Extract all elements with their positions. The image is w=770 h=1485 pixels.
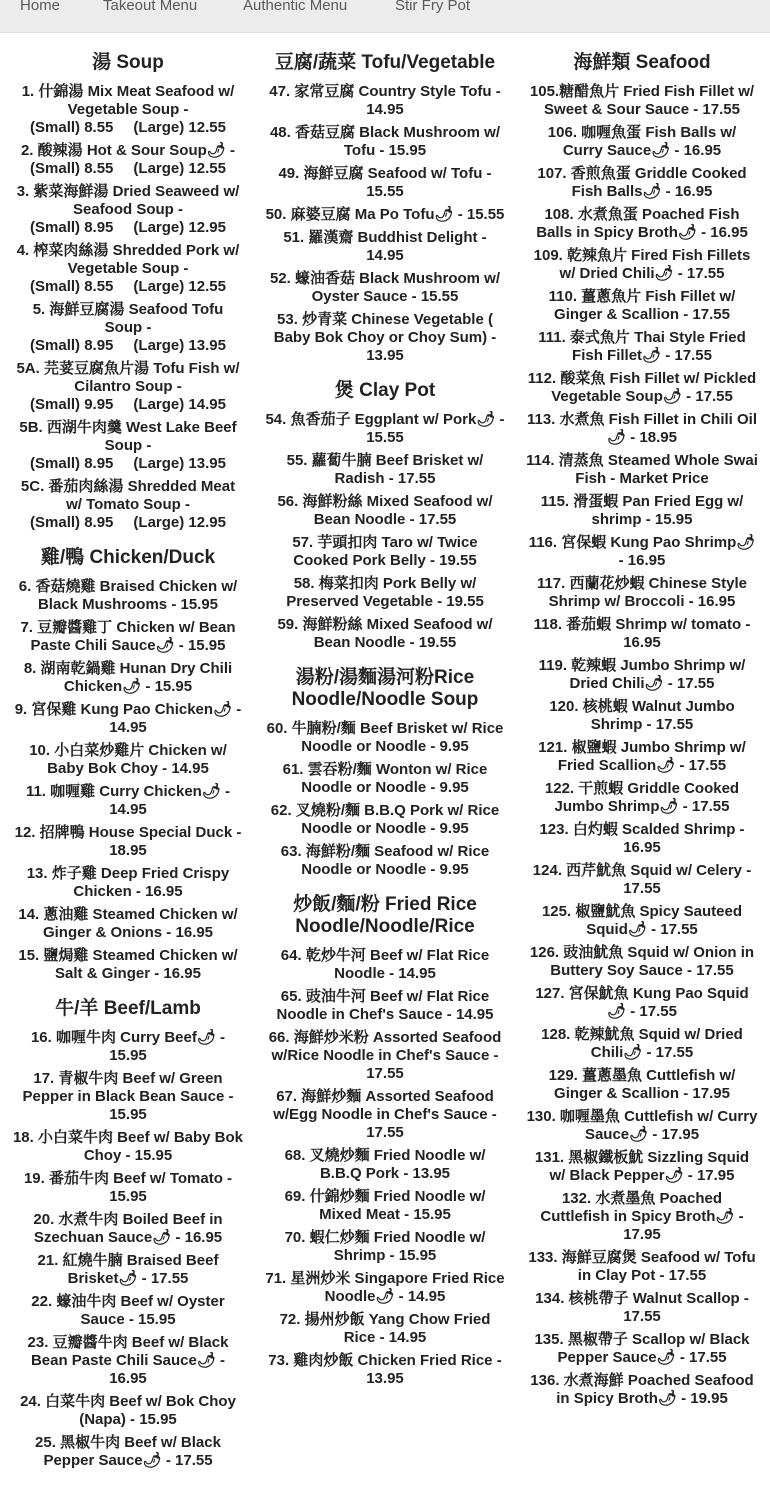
price-large: (Large) 13.95 [133,455,226,472]
menu-item-text: 118. 番茄蝦 Shrimp w/ tomato - 16.95 [533,616,751,651]
menu-item [265,1147,505,1183]
menu-item-text: 122. 干煎蝦 Griddle Cooked Jumbo Shrimp🌶 - 17.55 [544,780,740,815]
menu-item [12,1334,244,1388]
menu-item-text: 71. 星洲炒米 Singapore Fried Rice Noodle🌶 - 14.95 [265,1270,505,1305]
menu-item-text: 59. 海鮮粉絲 Mixed Seafood w/ Bean Noodle - 19.55 [277,616,493,651]
menu-item [265,206,505,224]
menu-item [12,578,244,614]
menu-item [526,657,758,693]
menu-item-text: 108. 水煮魚蛋 Poached Fish Balls in Spicy Broth🌶 - 16.95 [536,206,748,241]
menu-item [526,821,758,857]
menu-item [526,1190,758,1244]
menu-item-text: 135. 黑椒帶子 Scallop w/ Black Pepper Sauce🌶 - 17.55 [534,1331,750,1366]
menu-section [265,667,505,879]
menu-item-text: 133. 海鮮豆腐煲 Seafood w/ Tofu in Clay Pot - 17.55 [528,1249,756,1284]
menu-item-text: 25. 黑椒牛肉 Beef w/ Black Pepper Sauce🌶 - 17.55 [35,1434,221,1469]
menu-item-text: 129. 薑蔥墨魚 Cuttlefish w/ Ginger & Scallion - 17.95 [548,1067,736,1102]
menu-section [265,894,505,1388]
menu-item-text: 23. 豆瓣醬牛肉 Beef w/ Black Bean Paste Chili Sauce🌶 - 16.95 [27,1334,229,1387]
menu-item [265,1311,505,1347]
menu-item [526,124,758,160]
menu-column-left [12,52,244,1485]
menu-item-text: 56. 海鮮粉絲 Mixed Seafood w/ Bean Noodle - 17.55 [277,493,493,528]
menu-item-text: 64. 乾炒牛河 Beef w/ Flat Rice Noodle - 14.95 [280,947,490,982]
price-large: (Large) 12.55 [133,278,226,295]
menu-item-text: 117. 西蘭花炒蝦 Chinese Style Shrimp w/ Broccoli - 16.95 [536,575,748,610]
menu-item [526,1331,758,1367]
menu-item-text: 5A. 芫荽豆腐魚片湯 Tofu Fish w/ Cilantro Soup - [16,360,240,395]
price-large: (Large) 12.95 [133,219,226,236]
menu-item [265,270,505,306]
menu-section [265,380,505,652]
menu-item [12,478,244,532]
section-title: 牛/羊 Beef/Lamb [55,998,201,1019]
menu-item-text: 8. 湖南乾鍋雞 Hunan Dry Chili Chicken🌶 - 15.95 [23,660,233,695]
nav-link-authentic-menu[interactable]: Authentic Menu [243,0,348,14]
price-small: (Small) 8.55 [30,160,114,177]
menu-item [12,419,244,473]
menu-item [265,229,505,265]
menu-item [265,165,505,201]
menu-item [526,206,758,242]
menu-item-text: 114. 清蒸魚 Steamed Whole Swai Fish - Market Price [526,452,758,487]
menu-item-text: 22. 蠔油牛肉 Beef w/ Oyster Sauce - 15.95 [31,1293,225,1328]
price-small: (Small) 9.95 [30,396,114,413]
menu-item [265,761,505,797]
menu-item-text: 6. 香菇燒雞 Braised Chicken w/ Black Mushrooms - 15.95 [18,578,238,613]
menu-item [526,575,758,611]
menu-item [265,843,505,879]
menu-column-right [526,52,758,1423]
menu-item [265,1029,505,1083]
menu-item [265,1270,505,1306]
menu-item [526,616,758,652]
menu-column-middle [265,52,505,1403]
menu-item [526,862,758,898]
menu-section [12,547,244,983]
menu-item [526,370,758,406]
price-small: (Small) 8.55 [30,119,114,136]
menu-item-text: 52. 蠔油香菇 Black Mushroom w/ Oyster Sauce - 15.55 [269,270,501,305]
menu-item [12,783,244,819]
menu-item-text: 11. 咖喱雞 Curry Chicken🌶 - 14.95 [25,783,231,818]
price-large: (Large) 14.95 [133,396,226,413]
menu-item-text: 4. 榨菜肉絲湯 Shredded Pork w/ Vegetable Soup - [16,242,240,277]
nav-link-home[interactable]: Home [20,0,61,14]
menu-item-sizes [12,119,244,137]
menu-item-text: 111. 泰式魚片 Thai Style Fried Fish Fillet🌶 - 17.55 [538,329,746,364]
menu-item [265,1229,505,1265]
menu-item [526,944,758,980]
price-small: (Small) 8.55 [30,278,114,295]
menu-item-text: 5C. 番茄肉絲湯 Shredded Meat w/ Tomato Soup - [20,478,236,513]
menu-item [265,616,505,652]
menu-item [526,903,758,939]
menu-item [526,83,758,119]
section-title: 豆腐/蔬菜 Tofu/Vegetable [274,52,496,73]
menu-item-text: 19. 番茄牛肉 Beef w/ Tomato - 15.95 [23,1170,233,1205]
menu-item-text: 24. 白菜牛肉 Beef w/ Bok Choy (Napa) - 15.95 [20,1393,236,1428]
menu-item [265,988,505,1024]
menu-item-text: 123. 白灼蝦 Scalded Shrimp - 16.95 [539,821,745,856]
menu-item-text: 128. 乾辣魷魚 Squid w/ Dried Chili🌶 - 17.55 [541,1026,743,1061]
menu-item [265,575,505,611]
menu-item-text: 57. 芋頭扣肉 Taro w/ Twice Cooked Pork Belly - 19.55 [292,534,478,569]
menu-item [265,1088,505,1142]
menu-item-text: 60. 牛腩粉/麵 Beef Brisket w/ Rice Noodle or Noodle - 9.95 [266,720,504,755]
menu-item-text: 13. 炸子雞 Deep Fried Crispy Chicken - 16.95 [26,865,230,900]
menu-item-text: 20. 水煮牛肉 Boiled Beef in Szechuan Sauce🌶 - 16.95 [33,1211,223,1246]
menu-item-text: 5. 海鮮豆腐湯 Seafood Tofu Soup - [32,301,224,336]
menu-item [12,742,244,778]
menu-item-sizes [12,455,244,473]
menu-item-sizes [12,160,244,178]
section-title: 煲 Clay Pot [334,380,436,401]
menu-item-text: 58. 梅菜扣肉 Pork Belly w/ Preserved Vegetable - 19.55 [286,575,484,610]
menu-item [265,124,505,160]
price-small: (Small) 8.95 [30,514,114,531]
menu-item [12,360,244,414]
menu-item-text: 72. 揚州炒飯 Yang Chow Fried Rice - 14.95 [279,1311,491,1346]
menu-item-text: 136. 水煮海鮮 Poached Seafood in Spicy Broth🌶 - 19.95 [530,1372,754,1407]
menu-item-text: 121. 椒鹽蝦 Jumbo Shrimp w/ Fried Scallion🌶 - 17.55 [538,739,746,774]
menu-item-text: 113. 水煮魚 Fish Fillet in Chili Oil🌶 - 18.95 [526,411,758,446]
menu-item [265,83,505,119]
menu-section [265,52,505,365]
menu-item-text: 131. 黑椒鐵板魷 Sizzling Squid w/ Black Pepper🌶 - 17.95 [534,1149,750,1184]
menu-item [12,660,244,696]
menu-item [12,947,244,983]
menu-item-text: 54. 魚香茄子 Eggplant w/ Pork🌶 - 15.55 [265,411,505,446]
menu-item-text: 119. 乾辣蝦 Jumbo Shrimp w/ Dried Chili🌶 - 17.55 [538,657,746,692]
menu-item [526,288,758,324]
menu-item [12,183,244,237]
menu-item [526,698,758,734]
menu-item-text: 68. 叉燒炒麵 Fried Noodle w/ B.B.Q Pork - 13.95 [284,1147,486,1182]
menu-item-text: 62. 叉燒粉/麵 B.B.Q Pork w/ Rice Noodle or Noodle - 9.95 [270,802,500,837]
menu-item-text: 47. 家常豆腐 Country Style Tofu - 14.95 [269,83,501,118]
menu-item [526,985,758,1021]
menu-item [526,1067,758,1103]
menu-item [265,802,505,838]
menu-item [526,329,758,365]
menu-item-text: 49. 海鮮豆腐 Seafood w/ Tofu - 15.55 [278,165,492,200]
menu-item [12,1393,244,1429]
menu-item [526,1372,758,1408]
menu-item [265,720,505,756]
menu-item [526,1149,758,1185]
menu-item [12,301,244,355]
menu-item-text: 17. 青椒牛肉 Beef w/ Green Pepper in Black Bean Sauce - 15.95 [22,1070,234,1123]
menu-item-text: 106. 咖喱魚蛋 Fish Balls w/ Curry Sauce🌶 - 16.95 [547,124,737,159]
menu-item-text: 53. 炒青菜 Chinese Vegetable ( Baby Bok Choy or Choy Sum) - 13.95 [273,311,497,364]
menu-item-text: 5B. 西湖牛肉羹 West Lake Beef Soup - [19,419,237,454]
menu-item [526,493,758,529]
section-title: 湯粉/湯麵湯河粉Rice Noodle/Noodle Soup [291,667,479,710]
menu-item [265,452,505,488]
menu-item-text: 70. 蝦仁炒麵 Fried Noodle w/ Shrimp - 15.95 [284,1229,486,1264]
menu-item-text: 15. 鹽焗雞 Steamed Chicken w/ Salt & Ginger - 16.95 [18,947,238,982]
section-title: 湯 Soup [92,52,164,73]
menu-item-sizes [12,514,244,532]
menu-item [12,906,244,942]
menu-item [12,1293,244,1329]
menu-item-text: 2. 酸辣湯 Hot & Sour Soup🌶 - [20,142,236,159]
menu-item [265,493,505,529]
menu-item-text: 61. 雲吞粉/麵 Wonton w/ Rice Noodle or Noodle - 9.95 [282,761,488,796]
menu-item-text: 109. 乾辣魚片 Fired Fish Fillets w/ Dried Chili🌶 - 17.55 [533,247,751,282]
menu-item-text: 18. 小白菜牛肉 Beef w/ Baby Bok Choy - 15.95 [12,1129,244,1164]
menu-item-text: 1. 什錦湯 Mix Meat Seafood w/ Vegetable Soup - [21,83,235,118]
menu-item-text: 112. 酸菜魚 Fish Fillet w/ Pickled Vegetable Soup🌶 - 17.55 [527,370,757,405]
price-large: (Large) 13.95 [133,337,226,354]
menu-section [526,52,758,1408]
menu-item-text: 14. 蔥油雞 Steamed Chicken w/ Ginger & Onions - 16.95 [18,906,238,941]
top-navbar [0,0,770,33]
menu-item-text: 65. 豉油牛河 Beef w/ Flat Rice Noodle in Chef's Sauce - 14.95 [276,988,494,1023]
price-small: (Small) 8.95 [30,219,114,236]
menu-item [12,701,244,737]
menu-item [526,780,758,816]
menu-item [12,619,244,655]
menu-item [526,1249,758,1285]
menu-item-text: 134. 核桃帶子 Walnut Scallop - 17.55 [535,1290,749,1325]
menu-item-text: 3. 紫菜海鮮湯 Dried Seaweed w/ Seafood Soup - [16,183,240,218]
menu-item [265,311,505,365]
menu-item [526,165,758,201]
price-large: (Large) 12.55 [133,119,226,136]
menu-item [12,1070,244,1124]
menu-item-text: 73. 雞肉炒飯 Chicken Fried Rice - 13.95 [268,1352,502,1387]
menu-item-text: 51. 羅漢齋 Buddhist Delight - 14.95 [283,229,487,264]
menu-item [12,1211,244,1247]
price-small: (Small) 8.95 [30,337,114,354]
menu-item-text: 67. 海鮮炒麵 Assorted Seafood w/Egg Noodle in Chef's Sauce - 17.55 [273,1088,497,1141]
menu-item [12,824,244,860]
nav-link-stir-fry-pot[interactable]: Stir Fry Pot [395,0,471,14]
menu-item-text: 16. 咖喱牛肉 Curry Beef🌶 - 15.95 [30,1029,226,1064]
menu-item-text: 66. 海鮮炒米粉 Assorted Seafood w/Rice Noodle in Chef's Sauce - 17.55 [268,1029,502,1082]
menu-item [265,1188,505,1224]
menu-item-text: 130. 咖喱墨魚 Cuttlefish w/ Curry Sauce🌶 - 17.95 [526,1108,758,1143]
menu-item [12,1029,244,1065]
price-small: (Small) 8.95 [30,455,114,472]
menu-item-sizes [12,219,244,237]
menu-item [526,1108,758,1144]
menu-item [265,947,505,983]
menu-section [12,52,244,532]
price-large: (Large) 12.95 [133,514,226,531]
menu-item [526,411,758,447]
menu-item-text: 12. 招牌鴨 House Special Duck - 18.95 [14,824,242,859]
menu-item-text: 69. 什錦炒麵 Fried Noodle w/ Mixed Meat - 15.95 [284,1188,486,1223]
menu-item [12,142,244,178]
menu-item-text: 105.糖醋魚片 Fried Fish Fillet w/ Sweet & Sour Sauce - 17.55 [529,83,755,118]
section-title: 炒飯/麵/粉 Fried Rice Noodle/Noodle/Rice [293,894,477,937]
price-large: (Large) 12.55 [133,160,226,177]
menu-item [526,534,758,570]
menu-item [12,1252,244,1288]
menu-item-text: 55. 蘿蔔牛腩 Beef Brisket w/ Radish - 17.55 [286,452,484,487]
menu-item [12,83,244,137]
menu-item [12,242,244,296]
menu-item-text: 124. 西芹魷魚 Squid w/ Celery - 17.55 [532,862,752,897]
menu-item-text: 127. 宮保魷魚 Kung Pao Squid🌶 - 17.55 [535,985,749,1020]
menu-item [12,1170,244,1206]
menu-item [265,1352,505,1388]
menu-item [12,865,244,901]
section-title: 雞/鴨 Chicken/Duck [40,547,216,568]
menu-item-sizes [12,278,244,296]
nav-link-takeout-menu[interactable]: Takeout Menu [103,0,198,14]
menu-item [526,452,758,488]
menu-item [12,1129,244,1165]
menu-item-text: 7. 豆瓣醬雞丁 Chicken w/ Bean Paste Chili Sauce🌶 - 15.95 [20,619,236,654]
menu-item [526,1026,758,1062]
menu-item-text: 9. 宮保雞 Kung Pao Chicken🌶 - 14.95 [14,701,242,736]
menu-section [12,998,244,1470]
menu-item-text: 48. 香菇豆腐 Black Mushroom w/ Tofu - 15.95 [269,124,501,159]
menu-item-sizes [12,396,244,414]
menu-item-text: 125. 椒鹽魷魚 Spicy Sauteed Squid🌶 - 17.55 [541,903,743,938]
menu-item-text: 116. 宮保蝦 Kung Pao Shrimp🌶 - 16.95 [528,534,756,569]
menu-item-text: 110. 薑蔥魚片 Fish Fillet w/ Ginger & Scallion - 17.55 [548,288,736,323]
menu-item-text: 50. 麻婆豆腐 Ma Po Tofu🌶 - 15.55 [265,206,505,223]
menu-item [526,1290,758,1326]
menu-item [526,739,758,775]
menu-item [12,1434,244,1470]
menu-item [265,411,505,447]
menu-item [265,534,505,570]
menu-item-text: 132. 水煮墨魚 Poached Cuttlefish in Spicy Broth🌶 - 17.95 [540,1190,744,1243]
menu-item-text: 21. 紅燒牛腩 Braised Beef Brisket🌶 - 17.55 [37,1252,219,1287]
menu-item-text: 115. 滑蛋蝦 Pan Fried Egg w/ shrimp - 15.95 [540,493,744,528]
menu-item-text: 63. 海鮮粉/麵 Seafood w/ Rice Noodle or Noodle - 9.95 [280,843,490,878]
menu-item-text: 126. 豉油魷魚 Squid w/ Onion in Buttery Soy Sauce - 17.55 [529,944,755,979]
menu-item-sizes [12,337,244,355]
menu-item-text: 10. 小白菜炒雞片 Chicken w/ Baby Bok Choy - 14.95 [29,742,227,777]
section-title: 海鮮類 Seafood [573,52,711,73]
menu-item-text: 107. 香煎魚蛋 Griddle Cooked Fish Balls🌶 - 16.95 [537,165,747,200]
menu-item [526,247,758,283]
menu-item-text: 120. 核桃蝦 Walnut Jumbo Shrimp - 17.55 [549,698,735,733]
